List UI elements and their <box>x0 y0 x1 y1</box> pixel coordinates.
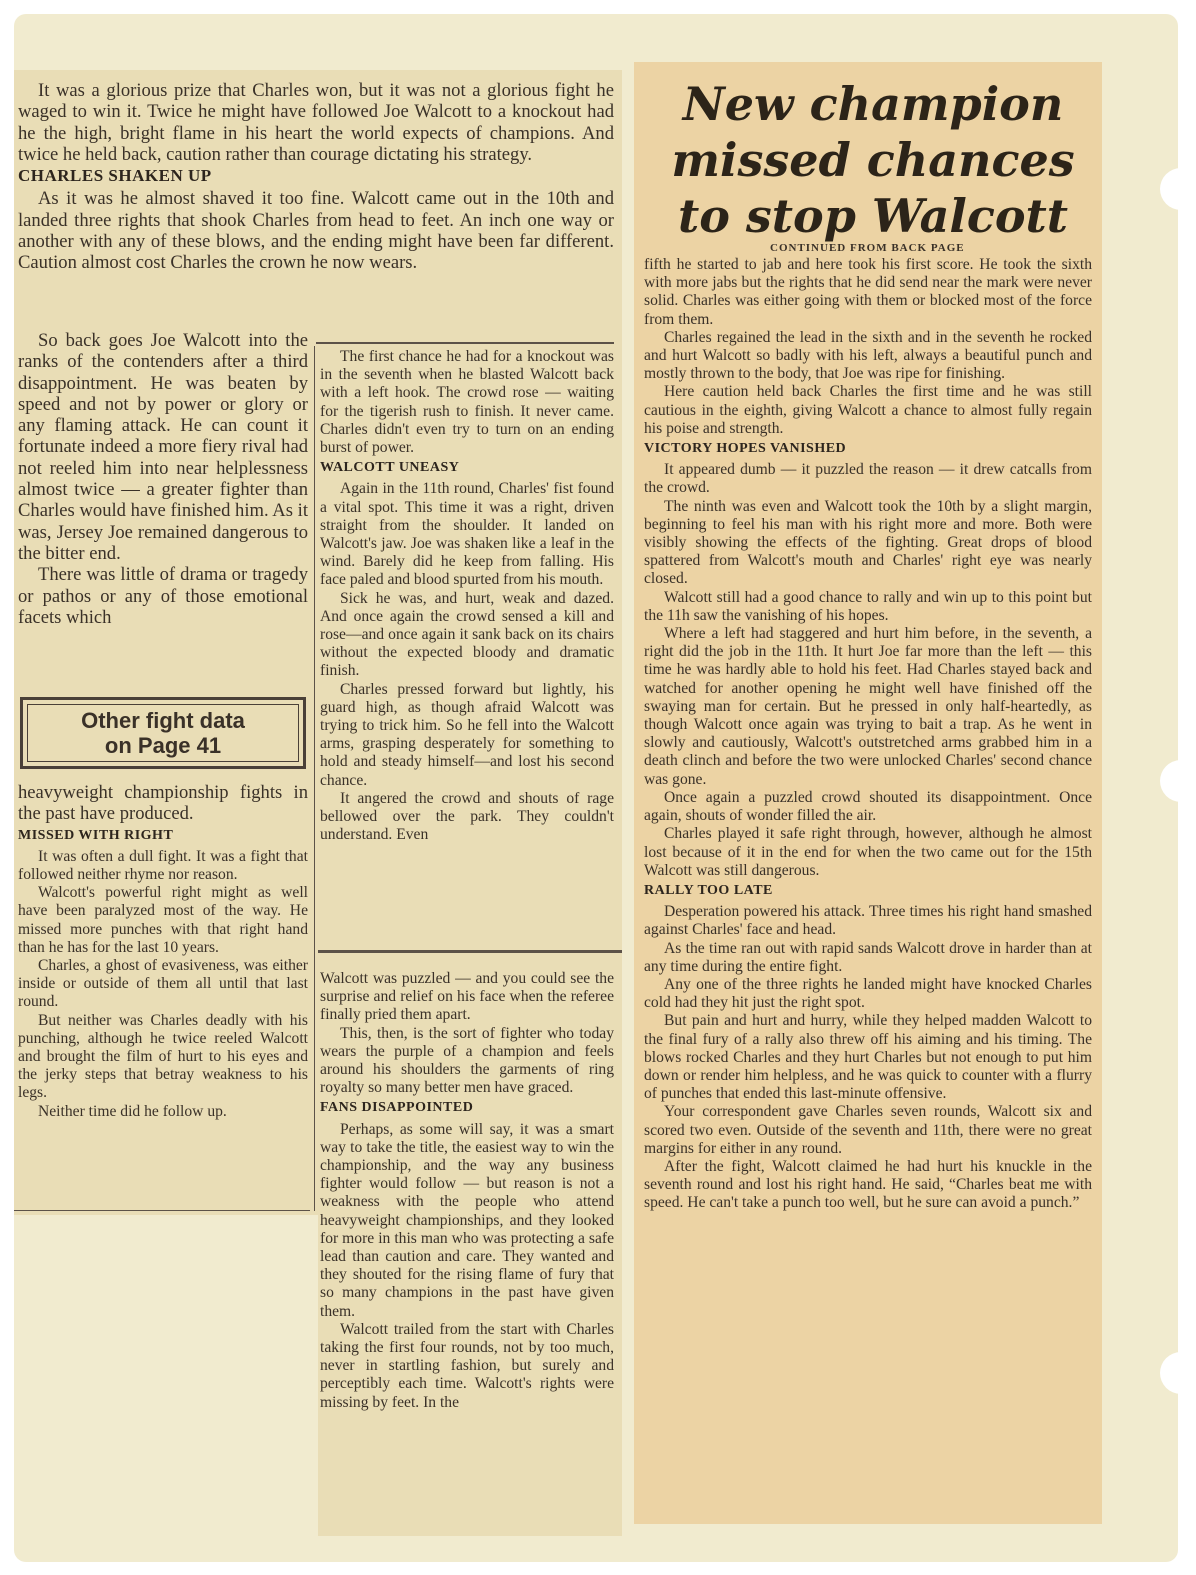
subhead-fans-disappointed: FANS DISAPPOINTED <box>320 1100 474 1116</box>
subhead-walcott-uneasy: WALCOTT UNEASY <box>320 460 460 476</box>
article-paragraph: fifth he started to jab and here took his first score. He took the sixth with more jabs but the rights that he did send near the mark were never solid. Charles was either going with them or blocked most of the force from them. <box>644 256 1092 328</box>
article-paragraph: Charles, a ghost of evasiveness, was either inside or outside of them all until that last round. <box>18 957 308 1011</box>
right-column <box>644 256 1092 1213</box>
article-paragraph: After the fight, Walcott claimed he had hurt his knuckle in the seventh round and lost his right hand. He said, “Charles beat me with speed. He can't take a punch too well, but he sure can avoid a punch.” <box>644 1157 1092 1212</box>
subhead-charles-shaken-up: CHARLES SHAKEN UP <box>18 166 212 186</box>
article-paragraph: Here caution held back Charles the first time and he was still cautious in the eighth, giving Walcott a chance to almost fully regain his poise and strength. <box>644 383 1092 437</box>
article-paragraph: Charles played it safe right through, however, although he almost lost because of it in the end for when the two came out for the 15th Walcott was still dangerous. <box>644 825 1092 879</box>
article-paragraph: Charles pressed forward but lightly, his guard high, as though afraid Walcott was trying to trick him. So he fell into the Walcott arms, grasping desperately for something to hold and steady himself—and lost his second chance. <box>320 680 614 789</box>
article-paragraph: Walcott's powerful right might as well have been paralyzed most of the way. He missed more punches with that right hand than he has for the last 10 years. <box>18 884 308 956</box>
article-paragraph: Sick he was, and hurt, weak and dazed. And once again the crowd sensed a kill and rose—and once again it sank back on its chairs without the expected bloody and dramatic finish. <box>320 589 614 680</box>
binder-hole-bottom <box>1160 1352 1196 1394</box>
article-paragraph: It was often a dull fight. It was a fight that followed neither rhyme nor reason. <box>18 847 308 883</box>
article-paragraph: But neither was Charles deadly with his punching, although he twice reeled Walcott and brought the film of hurt to his eyes and the jerky steps that betray weakness to his legs. <box>18 1011 308 1102</box>
article-paragraph: The first chance he had for a knockout was in the seventh when he blasted Walcott back with a left hook. The crowd rose — waiting for the tigerish rush to finish. It never came. Charles didn't even try to turn on an ending burst of power. <box>320 348 614 457</box>
article-paragraph: This, then, is the sort of fighter who today wears the purple of a champion and feels around his shoulders the garments of ring royalty so many better men have graced. <box>320 1024 614 1097</box>
article-paragraph: Once again a puzzled crowd shouted its disappointment. Once again, shouts of wonder filled the air. <box>644 788 1092 825</box>
binder-hole-top <box>1160 168 1196 210</box>
sidebar-box-line: Other fight data <box>81 708 245 733</box>
continued-line: CONTINUED FROM BACK PAGE <box>770 242 965 254</box>
article-paragraph: Walcott was puzzled — and you could see the surprise and relief on his face when the referee finally pried them apart. <box>320 970 614 1024</box>
headline-line: missed chances <box>671 133 1075 187</box>
headline-line: New champion <box>682 77 1064 131</box>
article-paragraph: heavyweight championship fights in the past have produced. <box>18 782 308 825</box>
article-paragraph: But pain and hurt and hurry, while they helped madden Walcott to the final fury of a rally also threw off his aiming and his timing. The blows rocked Charles and they hurt Charles but not enough to put him down or render him helpless, and he was quick to counter with a flurry of punches that ended this last-minute offensive. <box>644 1012 1092 1103</box>
middle-column-rule <box>318 950 622 953</box>
sidebar-box-line: on Page 41 <box>104 733 222 758</box>
article-paragraph: The ninth was even and Walcott took the 10th by a slight margin, beginning to feel his man with his right more and more. Both were visibly showing the effects of the fighting. Great drops of blood spattered from Walcott's mouth and Charles' right eye was nearly closed. <box>644 497 1092 588</box>
article-paragraph: Where a left had staggered and hurt him before, in the seventh, a right did the job in the 11th. It hurt Joe far more than the left — this time he was hardly able to hold his feet. Had Charles stayed back and watched for another opening he might well have finished off the swaying man for certain. But he pressed in only half-heartedly, as though Walcott once again was trying to bait a trap. As he went in slowly and cautiously, Walcott's outstretched arms grabbed him in a death clinch and before the two were unlocked Charles' second chance was gone. <box>644 625 1092 788</box>
article-paragraph: Again in the 11th round, Charles' fist found a vital spot. This time it was a right, driven straight from the shoulder. It landed on Walcott's jaw. Joe was shaken like a leaf in the wind. Barely did he keep from falling. His face paled and blood spurted from his mouth. <box>320 480 614 589</box>
subhead-victory-hopes-vanished: VICTORY HOPES VANISHED <box>644 441 847 457</box>
left-column-lower <box>18 782 308 1121</box>
article-paragraph: Neither time did he follow up. <box>38 1102 227 1120</box>
binder-hole-middle <box>1160 760 1196 802</box>
article-paragraph: Any one of the three rights he landed might have knocked Charles cold had they hit just the right spot. <box>644 975 1092 1012</box>
headline-line: to stop Walcott <box>677 189 1069 243</box>
sidebar-box-text <box>23 708 303 758</box>
article-paragraph: Desperation powered his attack. Three times his right hand smashed against Charles' face and head. <box>644 903 1092 939</box>
middle-column-upper <box>320 348 614 844</box>
article-paragraph: Charles regained the lead in the sixth and in the seventh he rocked and hurt Walcott so badly with his left, always a beautiful punch and mostly thrown to the body, that Joe was ripe for finishing. <box>644 328 1092 383</box>
article-paragraph: Perhaps, as some will say, it was a smart way to take the title, the easiest way to win the championship, and the way any business fighter would follow — but reason is not a weakness with the people who attend heavyweight championships, and they looked for more in this man who was protecting a safe lead than caution and care. They wanted and they shouted for the rising flame of fury that so many champions in the past have given them. <box>320 1120 614 1320</box>
subhead-missed-with-right: MISSED WITH RIGHT <box>18 827 174 843</box>
left-column-bottom-rule <box>14 1210 310 1211</box>
article-paragraph: Walcott trailed from the start with Charles taking the first four rounds, not by too much, never in startling fashion, but surely and perceptibly each time. Walcott's rights were missing by feet. In the <box>320 1320 614 1411</box>
article-paragraph: It appeared dumb — it puzzled the reason — it drew catcalls from the crowd. <box>644 461 1092 497</box>
article-paragraph: It angered the crowd and shouts of rage bellowed over the park. They couldn't understand. Even <box>320 789 614 844</box>
article-paragraph: As the time ran out with rapid sands Walcott drove in harder than at any time during the entire fight. <box>644 939 1092 975</box>
article-paragraph: So back goes Joe Walcott into the ranks of the contenders after a third disappointment. He was beaten by speed and not by power or glory or any flaming attack. He can count it fortunate indeed a more fiery rival had not reeled him into near helplessness almost twice — a greater fighter than Charles would have finished him. As it was, Jersey Joe remained dangerous to the bitter end. <box>18 330 308 564</box>
sidebar-box <box>20 697 306 769</box>
intro-text <box>18 80 614 274</box>
article-paragraph: Walcott still had a good chance to rally and win up to this point but the 11h saw the vanishing of his hopes. <box>644 588 1092 624</box>
intro-paragraph: It was a glorious prize that Charles won, but it was not a glorious fight he waged to win it. Twice he might have followed Joe Walcott to a knockout had he the high, bright flame in his heart the world expects of champions. And twice he held back, caution rather than courage dictating his strategy. <box>18 80 614 165</box>
column-divider <box>314 346 315 1211</box>
middle-column-lower <box>320 970 614 1412</box>
intro-paragraph: As it was he almost shaved it too fine. Walcott came out in the 10th and landed three rights that shook Charles from head to feet. An inch one way or another with any of these blows, and the ending might have been far different. Caution almost cost Charles the crown he now wears. <box>18 188 614 274</box>
article-paragraph: There was little of drama or tragedy or pathos or any of those emotional facets which <box>18 564 308 628</box>
headline <box>648 76 1098 244</box>
subhead-rally-too-late: RALLY TOO LATE <box>644 882 773 898</box>
column-rule-top <box>316 342 614 344</box>
article-paragraph: Your correspondent gave Charles seven rounds, Walcott six and scored two even. Outside of the seventh and 11th, there were no great margins for either in any round. <box>644 1103 1092 1157</box>
left-column-upper <box>18 330 308 628</box>
